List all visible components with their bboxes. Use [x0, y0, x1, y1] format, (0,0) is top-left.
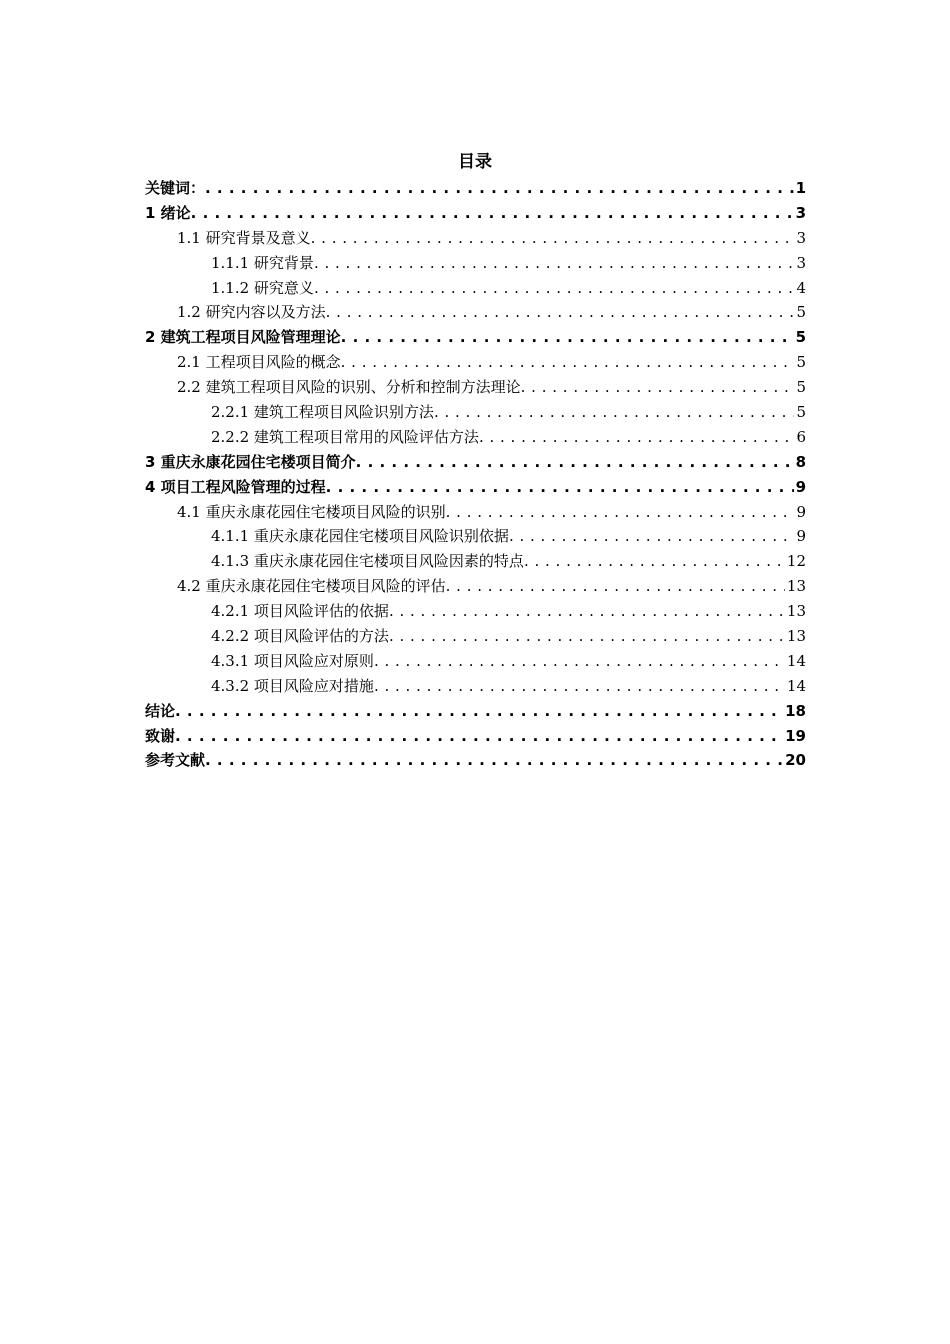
dot-leader [479, 425, 795, 450]
toc-entry-text: 2.2 建筑工程项目风险的识别、分析和控制方法理论 [177, 378, 521, 397]
dot-leader [446, 500, 795, 525]
toc-entry[interactable] [145, 624, 806, 649]
toc-entry[interactable] [145, 450, 806, 475]
toc-entry[interactable] [145, 599, 806, 624]
table-of-contents [145, 176, 806, 773]
toc-entry[interactable] [145, 251, 806, 276]
toc-entry-text: 4 项目工程风险管理的过程 [145, 477, 326, 496]
toc-entry-text: 1.2 研究内容以及方法 [177, 303, 326, 322]
toc-page-number: 5 [796, 353, 806, 372]
toc-page-number: 5 [796, 378, 806, 397]
dot-leader [326, 300, 795, 325]
toc-page-number: 14 [786, 676, 806, 695]
toc-page-number: 20 [785, 751, 806, 770]
toc-entry[interactable] [145, 325, 806, 350]
toc-entry[interactable] [145, 500, 806, 525]
toc-page-number: 8 [795, 452, 806, 471]
toc-entry-text: 4.2.2 项目风险评估的方法 [211, 627, 389, 646]
toc-page-number: 19 [785, 726, 806, 745]
toc-entry-text: 1.1.1 研究背景 [211, 253, 314, 272]
dot-leader [374, 649, 785, 674]
toc-page-number: 5 [795, 328, 806, 347]
dot-leader [374, 674, 785, 699]
toc-entry-text: 参考文献 [145, 751, 206, 770]
toc-entry-text: 关键词： [145, 179, 206, 197]
dot-leader [434, 400, 795, 425]
toc-entry-text: 4.1.3 重庆永康花园住宅楼项目风险因素的特点 [211, 552, 524, 571]
toc-entry[interactable] [145, 524, 806, 549]
toc-page-number: 13 [786, 577, 806, 596]
toc-page-number: 9 [796, 527, 806, 546]
toc-page-number: 13 [786, 602, 806, 621]
dot-leader [205, 748, 783, 773]
toc-page-number: 12 [786, 552, 806, 571]
toc-entry[interactable] [145, 748, 806, 773]
toc-entry[interactable] [145, 649, 806, 674]
dot-leader [341, 325, 794, 350]
toc-entry[interactable] [145, 674, 806, 699]
toc-page-number: 6 [796, 427, 806, 446]
toc-entry-text: 1.1 研究背景及意义 [177, 228, 311, 247]
toc-entry-text: 致谢 [145, 726, 176, 745]
toc-page-number: 5 [796, 303, 806, 322]
toc-entry[interactable] [145, 699, 806, 724]
toc-page-number: 5 [796, 403, 806, 422]
dot-leader [205, 176, 794, 201]
toc-page-number: 3 [795, 203, 806, 222]
toc-entry-text: 2.1 工程项目风险的概念 [177, 353, 341, 372]
toc-entry[interactable] [145, 350, 806, 375]
dot-leader [314, 276, 795, 301]
toc-entry[interactable] [145, 375, 806, 400]
toc-page-number: 3 [796, 253, 806, 272]
toc-entry-text: 结论 [145, 701, 176, 720]
toc-entry[interactable] [145, 201, 806, 226]
dot-leader [175, 699, 783, 724]
toc-entry-text: 4.1 重庆永康花园住宅楼项目风险的识别 [177, 502, 446, 521]
dot-leader [521, 375, 795, 400]
dot-leader [524, 549, 785, 574]
toc-entry-text: 3 重庆永康花园住宅楼项目简介 [145, 452, 356, 471]
toc-entry[interactable] [145, 574, 806, 599]
toc-page-number: 9 [795, 477, 806, 496]
dot-leader [314, 251, 795, 276]
dot-leader [311, 226, 795, 251]
toc-entry[interactable] [145, 400, 806, 425]
dot-leader [389, 599, 785, 624]
toc-entry[interactable] [145, 425, 806, 450]
toc-entry-text: 1.1.2 研究意义 [211, 278, 314, 297]
toc-entry-text: 4.1.1 重庆永康花园住宅楼项目风险识别依据 [211, 527, 509, 546]
dot-leader [446, 574, 785, 599]
toc-entry[interactable] [145, 176, 806, 201]
dot-leader [326, 475, 794, 500]
dot-leader [191, 201, 794, 226]
toc-entry[interactable] [145, 724, 806, 749]
toc-page-number: 13 [786, 627, 806, 646]
toc-entry[interactable] [145, 276, 806, 301]
toc-page-number: 1 [795, 179, 806, 197]
dot-leader [356, 450, 794, 475]
toc-page-number: 18 [785, 701, 806, 720]
toc-entry-text: 4.2.1 项目风险评估的依据 [211, 602, 389, 621]
toc-entry-text: 4.3.2 项目风险应对措施 [211, 676, 374, 695]
dot-leader [175, 724, 783, 749]
dot-leader [389, 624, 785, 649]
dot-leader [341, 350, 795, 375]
toc-page-number: 9 [796, 502, 806, 521]
toc-entry[interactable] [145, 300, 806, 325]
toc-entry[interactable] [145, 475, 806, 500]
toc-page-number: 14 [786, 651, 806, 670]
toc-entry-text: 4.3.1 项目风险应对原则 [211, 651, 374, 670]
toc-entry-text: 2.2.2 建筑工程项目常用的风险评估方法 [211, 427, 479, 446]
dot-leader [509, 524, 795, 549]
toc-entry[interactable] [145, 226, 806, 251]
toc-page-number: 4 [796, 278, 806, 297]
toc-title: 目录 [458, 152, 492, 172]
toc-page-number: 3 [796, 228, 806, 247]
toc-entry[interactable] [145, 549, 806, 574]
toc-entry-text: 4.2 重庆永康花园住宅楼项目风险的评估 [177, 577, 446, 596]
toc-entry-text: 2.2.1 建筑工程项目风险识别方法 [211, 403, 434, 422]
toc-entry-text: 1 绪论 [145, 203, 191, 222]
toc-entry-text: 2 建筑工程项目风险管理理论 [145, 328, 341, 347]
